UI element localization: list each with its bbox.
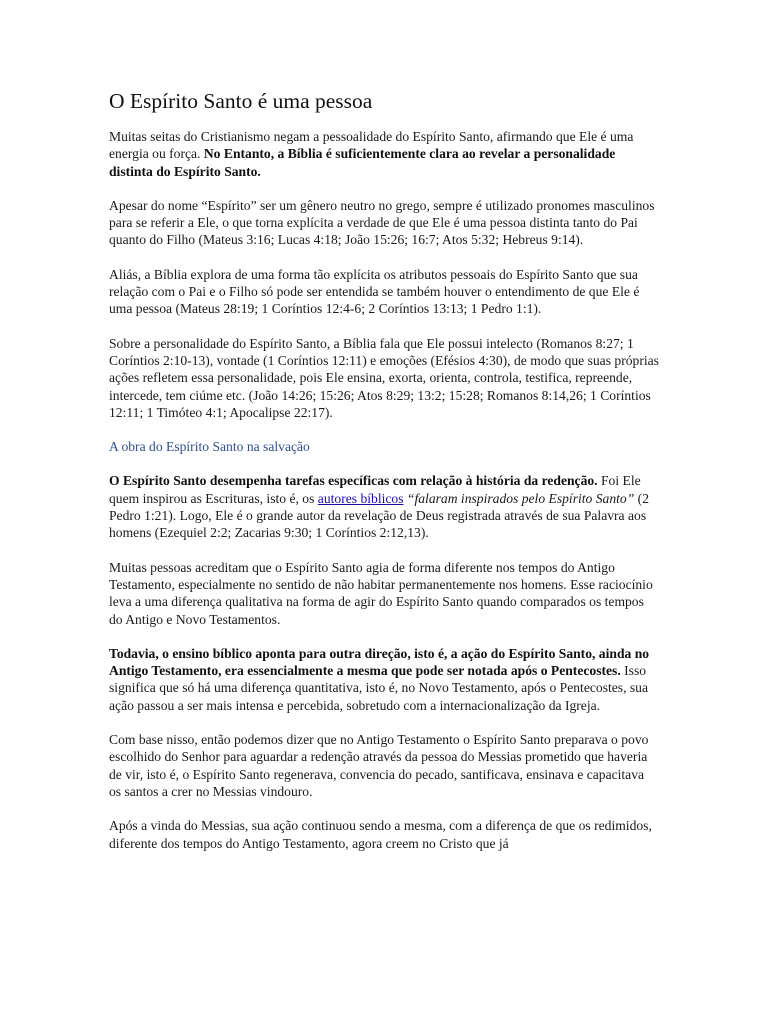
paragraph-5-text-3: (2 Pedro 1:21). Logo, Ele é o grande autor da revelação de Deus registrada através de sua Palavra aos homens (Ezequiel 2:2; Zacarias 9:30; 1 Coríntios 2:12,13). (109, 490, 649, 541)
paragraph-5 (109, 472, 659, 541)
paragraph-1-text: Muitas seitas do Cristianismo negam a pessoalidade do Espírito Santo, afirmando que Ele é uma energia ou força. (109, 129, 634, 162)
paragraph-3: Aliás, a Bíblia explora de uma forma tão explícita os atributos pessoais do Espírito Santo que sua relação com o Pai e o Filho só pode ser entendida se também houver o entendimento de que Ele é uma pessoa (Mateus 28:19; 1 Coríntios 12:4-6; 2 Coríntios 13:13; 1 Pedro 1:1). (109, 266, 640, 317)
paragraph-7 (109, 645, 659, 714)
page-title: O Espírito Santo é uma pessoa (109, 89, 373, 113)
paragraph-2: Apesar do nome “Espírito” ser um gênero neutro no grego, sempre é utilizado pronomes masculinos para se referir a Ele, o que torna explícita a verdade de que Ele é uma pessoa distinta tanto do Pai quanto do Filho (Mateus 3:16; Lucas 4:18; João 15:26; 16:7; Atos 5:32; Hebreus 9:14). (109, 197, 655, 248)
paragraph-1 (109, 128, 659, 180)
paragraph-5-bold: O Espírito Santo desempenha tarefas específicas com relação à história da redenção. (109, 473, 598, 489)
document-page (109, 88, 659, 869)
paragraph-7-text: Isso significa que só há uma diferença quantitativa, isto é, no Novo Testamento, após o Pentecostes, sua ação passou a ser mais intensa e percebida, sobretudo com a internacionalização da Igreja. (109, 663, 649, 713)
paragraph-9: Após a vinda do Messias, sua ação continuou sendo a mesma, com a diferença de que os redimidos, diferente dos tempos do Antigo Testamento, agora creem no Cristo que já (109, 818, 652, 851)
paragraph-5-quote: “falaram inspirados pelo Espírito Santo” (406, 490, 635, 506)
paragraph-1-bold: No Entanto, a Bíblia é suficientemente clara ao revelar a personalidade distinta do Espírito Santo. (109, 146, 616, 179)
paragraph-7-bold: Todavia, o ensino bíblico aponta para outra direção, isto é, a ação do Espírito Santo, ainda no Antigo Testamento, era essencialmente a mesma que pode ser notada após o Pentecostes. (109, 645, 650, 679)
paragraph-8: Com base nisso, então podemos dizer que no Antigo Testamento o Espírito Santo preparava o povo escolhido do Senhor para aguardar a redenção através da pessoa do Messias prometido que haveria de vir, isto é, o Espírito Santo regenerava, convencia do pecado, santificava, ensinava e capacitava os santos a crer no Messias vindouro. (109, 732, 649, 799)
paragraph-5-text-1: Foi Ele quem inspirou as Escrituras, isto é, os (109, 473, 641, 506)
paragraph-6: Muitas pessoas acreditam que o Espírito Santo agia de forma diferente nos tempos do Antigo Testamento, especialmente no sentido de não habitar permanentemente nos homens. Esse raciocínio leva a uma diferença qualitativa na forma de agir do Espírito Santo quando comparados os tempos do Antigo e Novo Testamentos. (109, 559, 653, 627)
section-subheading: A obra do Espírito Santo na salvação (109, 439, 310, 455)
autores-biblicos-link[interactable]: autores bíblicos (317, 490, 404, 506)
paragraph-4: Sobre a personalidade do Espírito Santo, a Bíblia fala que Ele possui intelecto (Romanos 8:27; 1 Coríntios 2:10-13), vontade (1 Coríntios 12:11) e emoções (Efésios 4:30), de modo que suas próprias ações refletem essa personalidade, pois Ele ensina, exorta, orienta, controla, testifica, repreende, intercede, tem ciúme etc. (João 14:26; 15:26; Atos 8:29; 13:2; 15:28; Romanos 8:14,26; 1 Coríntios 12:11; 1 Timóteo 4:1; Apocalipse 22:17). (109, 335, 659, 420)
